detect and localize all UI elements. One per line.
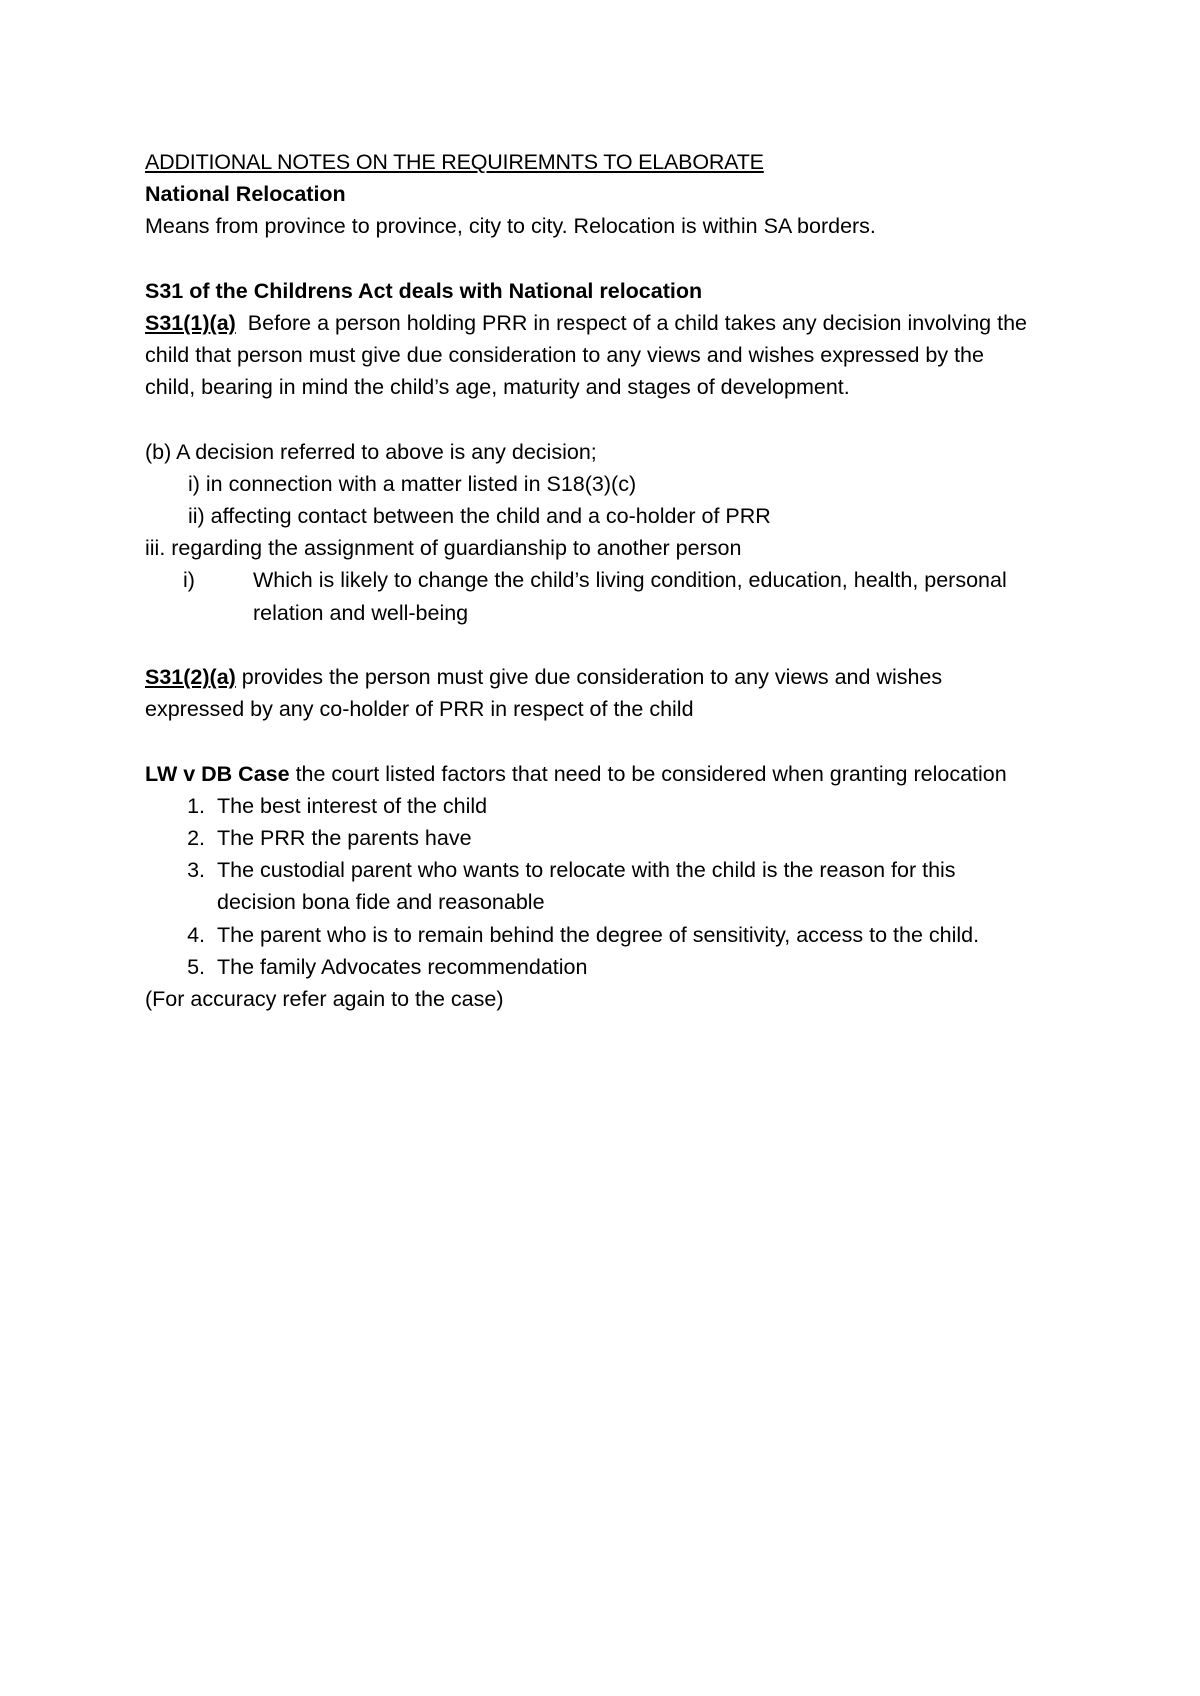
case-name: LW v DB Case [145, 761, 290, 786]
s31-2a-ref: S31(2)(a) [145, 665, 236, 689]
document-title: ADDITIONAL NOTES ON THE REQUIREMNTS TO ELABORATE [145, 150, 764, 174]
list-item: 4. The parent who is to remain behind the degree of sensitivity, access to the child. [187, 922, 980, 947]
document-body [145, 146, 1065, 1015]
sub-item-line2: relation and well-being [253, 600, 469, 625]
case-note: (For accuracy refer again to the case) [145, 986, 504, 1011]
list-item: 1. The best interest of the child [187, 793, 488, 818]
heading-national-relocation: National Relocation [145, 182, 346, 207]
b-clause-item-ii: ii) affecting contact between the child and a co-holder of PRR [188, 504, 771, 529]
b-clause-item-iii: iii. regarding the assignment of guardianship to another person [145, 536, 742, 561]
s31-1a-line3: child, bearing in mind the child’s age, maturity and stages of development. [145, 375, 850, 400]
list-item: 5. The family Advocates recommendation [187, 954, 588, 979]
sub-item-line1: Which is likely to change the child’s living condition, education, health, personal [253, 568, 1007, 593]
section-heading: S31 of the Childrens Act deals with National relocation [145, 278, 703, 303]
factors-list [145, 790, 1065, 983]
definition-paragraph: Means from province to province, city to city. Relocation is within SA borders. [145, 214, 876, 239]
b-clause-sub-item [145, 564, 1065, 596]
s31-1a-line2: child that person must give due consideration to any views and wishes expressed by the [145, 343, 984, 368]
b-clause-intro: (b) A decision referred to above is any decision; [145, 439, 597, 464]
s31-1a-line1: S31(1)(a) Before a person holding PRR in respect of a child takes any decision involving the [145, 310, 1027, 335]
s31-2a-line1: S31(2)(a) provides the person must give due consideration to any views and wishes [145, 665, 943, 689]
s31-2a-line2: expressed by any co-holder of PRR in respect of the child [145, 697, 694, 722]
list-item: 2. The PRR the parents have [187, 825, 472, 850]
list-item: 3. The custodial parent who wants to relocate with the child is the reason for this decision bona fide and reasonable [187, 858, 956, 915]
s31-1a-ref: S31(1)(a) [145, 310, 236, 335]
b-clause-item-i: i) in connection with a matter listed in S18(3)(c) [188, 471, 637, 496]
case-intro: LW v DB Case the court listed factors that need to be considered when granting relocation [145, 761, 1007, 786]
sub-item-marker: i) [183, 568, 195, 593]
